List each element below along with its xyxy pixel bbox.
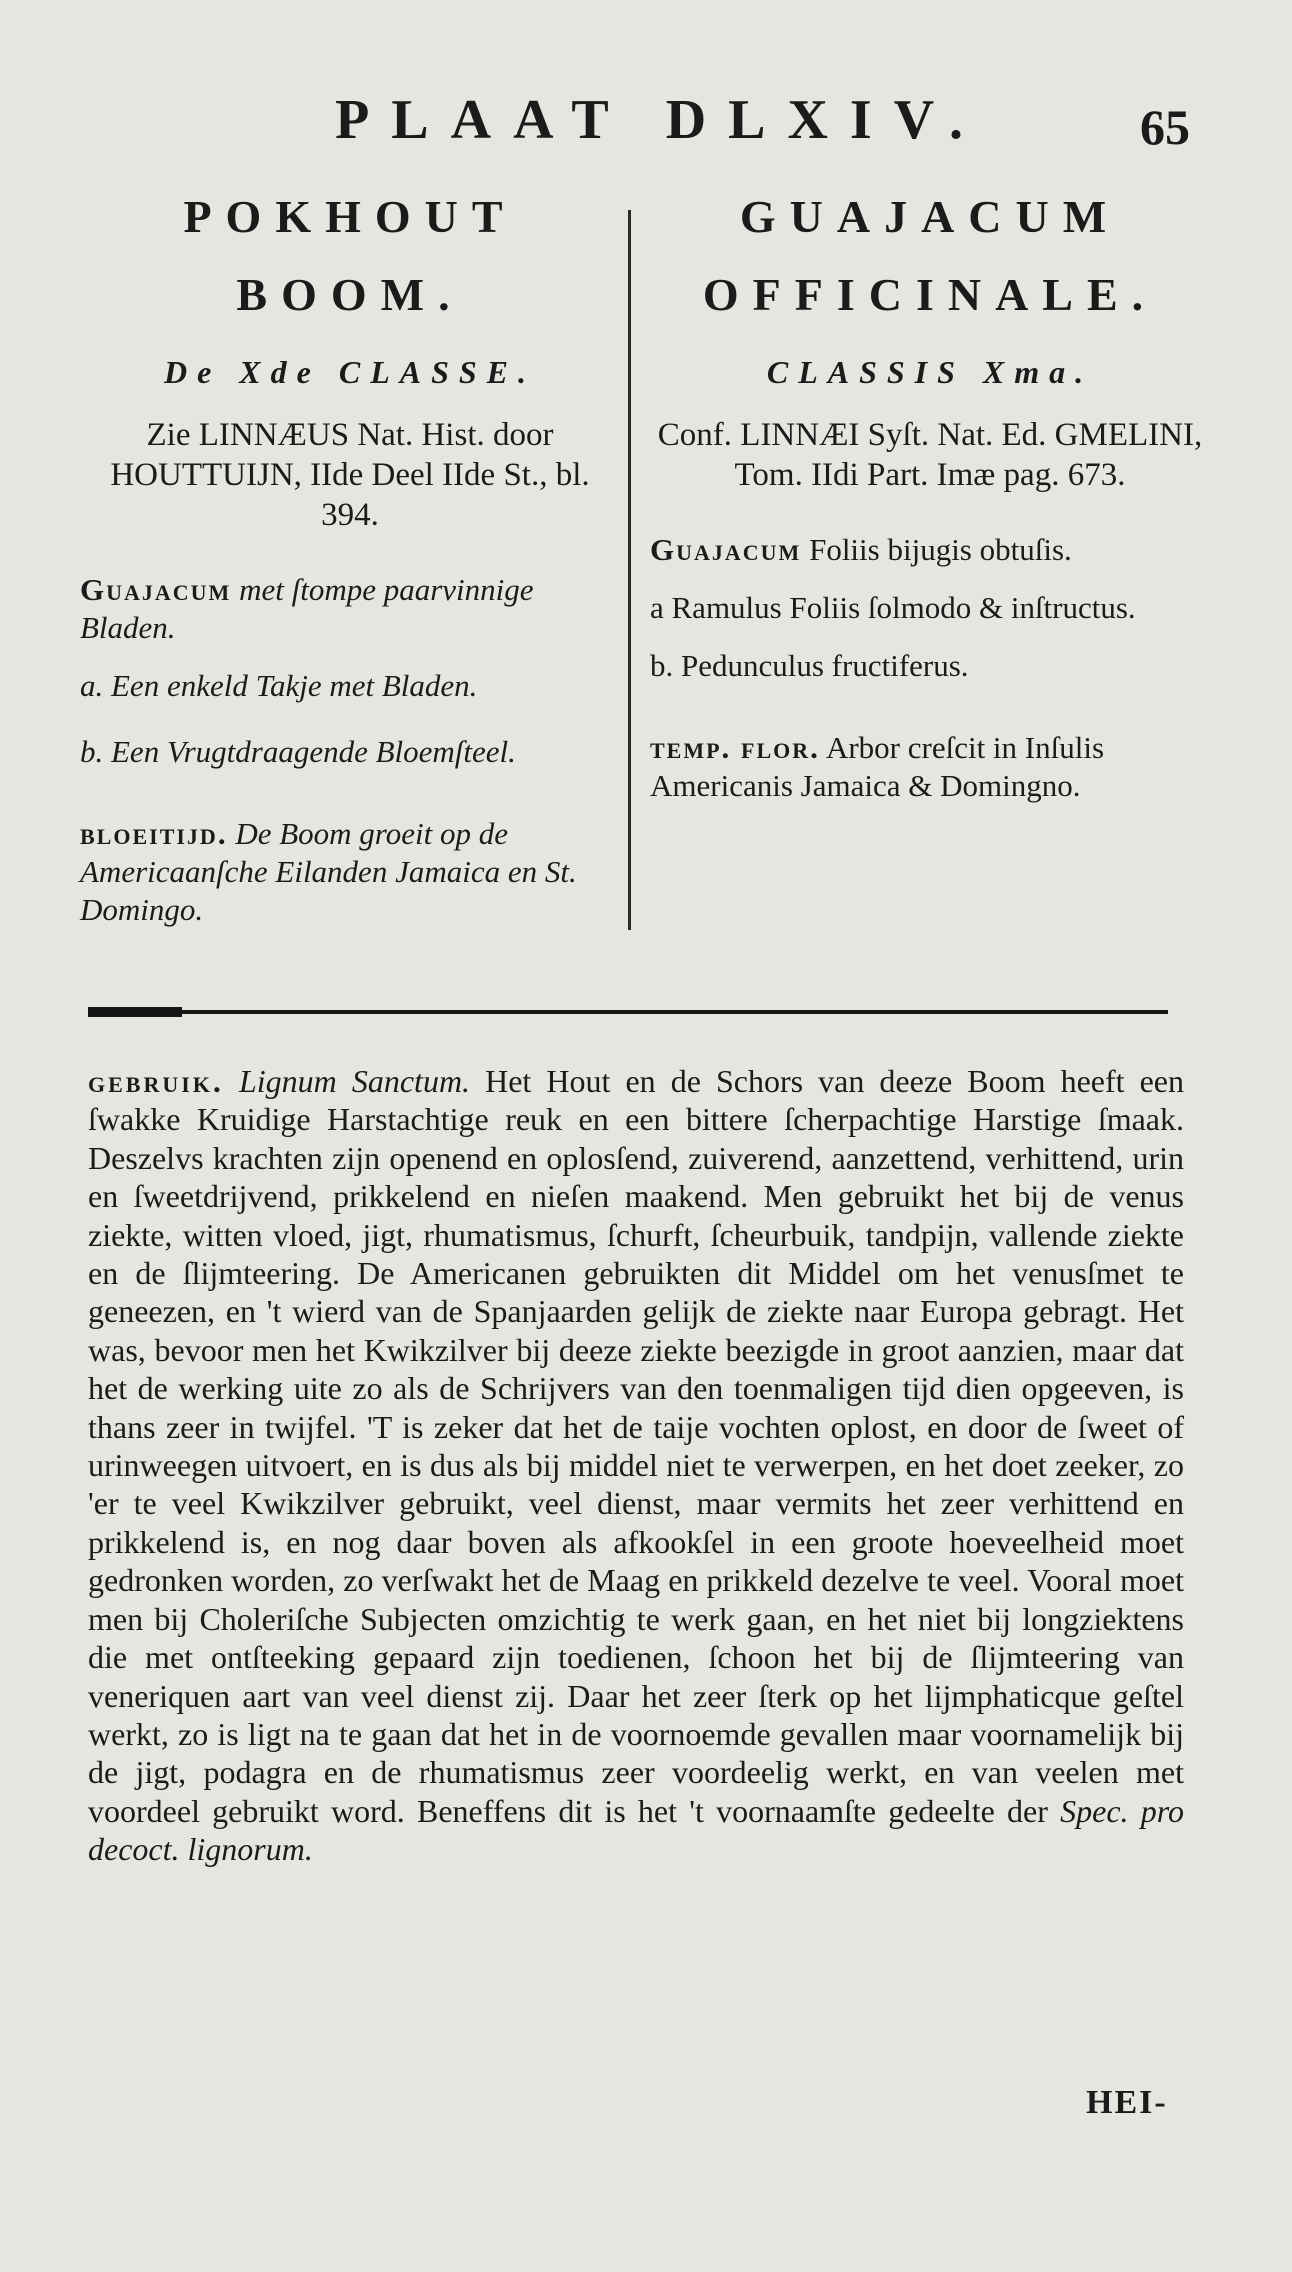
latin-item-a: a Ramulus Foliis ſolmodo & inſtructus. [650,590,1136,625]
dutch-bloei-text: De Boom groeit op de Americaanſche Eilanden Jamaica en St. Domingo. [80,816,577,927]
page-number: 65 [1140,99,1190,155]
latin-classis: CLASSIS Xma. [766,354,1094,390]
plate-title: PLAAT DLXIV. [335,89,985,151]
latin-temp-label: temp. flor. [650,730,820,765]
latin-column [650,178,1210,825]
horizontal-rule [88,1010,1168,1014]
dutch-bloeitijd [80,815,620,929]
dutch-item-b: b. Een Vrugtdraagende Bloemſteel. [80,734,516,769]
usage-label: gebruik. [88,1063,224,1099]
dutch-desc-text: met ſtompe paarvinnige Bladen. [80,572,534,645]
catchword: HEI- [1086,2084,1168,2121]
latin-item-b: b. Pedunculus fructiferus. [650,648,969,683]
column-divider [628,210,631,930]
dutch-bloei-label: bloeitijd. [80,816,228,851]
latin-temp-text: Arbor creſcit in Inſulis Americanis Jamaica & Domingno. [650,730,1105,803]
latin-desc-label: Guajacum [650,532,802,567]
dutch-classis: De Xde CLASSE. [163,354,537,390]
dutch-desc-label: Guajacum [80,572,232,607]
usage-lignum: Lignum Sanctum. [238,1063,471,1099]
latin-name-line1: GUAJACUM [739,191,1121,242]
usage-text: Het Hout en de Schors van deeze Boom heeft een ſwakke Kruidige Harstachtige reuk en een bittere ſcherpachtige Harstige ſmaak. Deszelvs krachten zijn openend en oplosſend, zuiverend, aanzettend, verhittend, urin en ſweetdrijvend, prikkelend en nieſen maakend. Men gebruikt het bij de venus ziekte, witten vloed, jigt, rhumatismus, ſchurft, ſcheurbuik, tandpijn, vallende ziekte en de ſlijmteering. De Americanen gebruikten dit Middel om het venusſmet te geneezen, en 't wierd van de Spanjaarden gelijk de ziekte naar Europa gebragt. Het was, bevoor men het Kwikzilver bij deeze ziekte beezigde in groot aanzien, maar dat het de werking uite zo als de Schrijvers van den toenmaligen tijd dien opgeeven, is thans zeer in twijfel. 'T is zeker dat het de taije vochten oplost, en door de ſweet of urinweegen uitvoert, en is dus als bij middel niet te verwerpen, en het doet zeeker, zo 'er te veel Kwikzilver gebruikt, veel dienst, maar vermits het zeer verhittend en prikkelend is, en nog daar boven als afkookſel in een groote hoeveelheid moet gedronken worden, zo verſwakt het de Maag en prikkeld dezelve te veel. Vooral moet men bij Choleriſche Subjecten omzichtig te werk gaan, en het niet bij longziektens die met ontſteeking gepaard zijn toedienen, ſchoon het bij de ſlijmteering van veneriquen aart van veel dienst zij. Daar het zeer ſterk op het lijmphaticque geſtel werkt, zo is ligt na te gaan dat het in de voornoemde gevallen maar voornamelijk bij de jigt, podagra en de rhumatismus zeer voordeelig werkt, en van veelen met voordeel gebruikt word. Beneffens dit is het 't voornaamſte gedeelte der [88,1063,1184,1829]
dutch-item-a: a. Een enkeld Takje met Bladen. [80,668,478,703]
usage-spec: Spec. pro decoct. lignorum. [88,1792,1185,1868]
latin-name-line2: OFFICINALE. [702,269,1158,320]
latin-description [650,531,1210,569]
latin-temp-flor [650,729,1210,805]
latin-reference: Conf. LINNÆI Syſt. Nat. Ed. GMELINI, Tom. IIdi Part. Imæ pag. 673. [657,417,1203,493]
usage-paragraph [88,1062,1184,1869]
latin-desc-text: Foliis bijugis obtuſis. [801,532,1072,567]
dutch-reference: Zie LINNÆUS Nat. Hist. door HOUTTUIJN, IIde Deel IIde St., bl. 394. [110,417,590,533]
dutch-name-line2: BOOM. [236,269,464,320]
dutch-description [80,571,620,647]
dutch-name-line1: POKHOUT [183,191,517,242]
dutch-column [80,178,620,949]
